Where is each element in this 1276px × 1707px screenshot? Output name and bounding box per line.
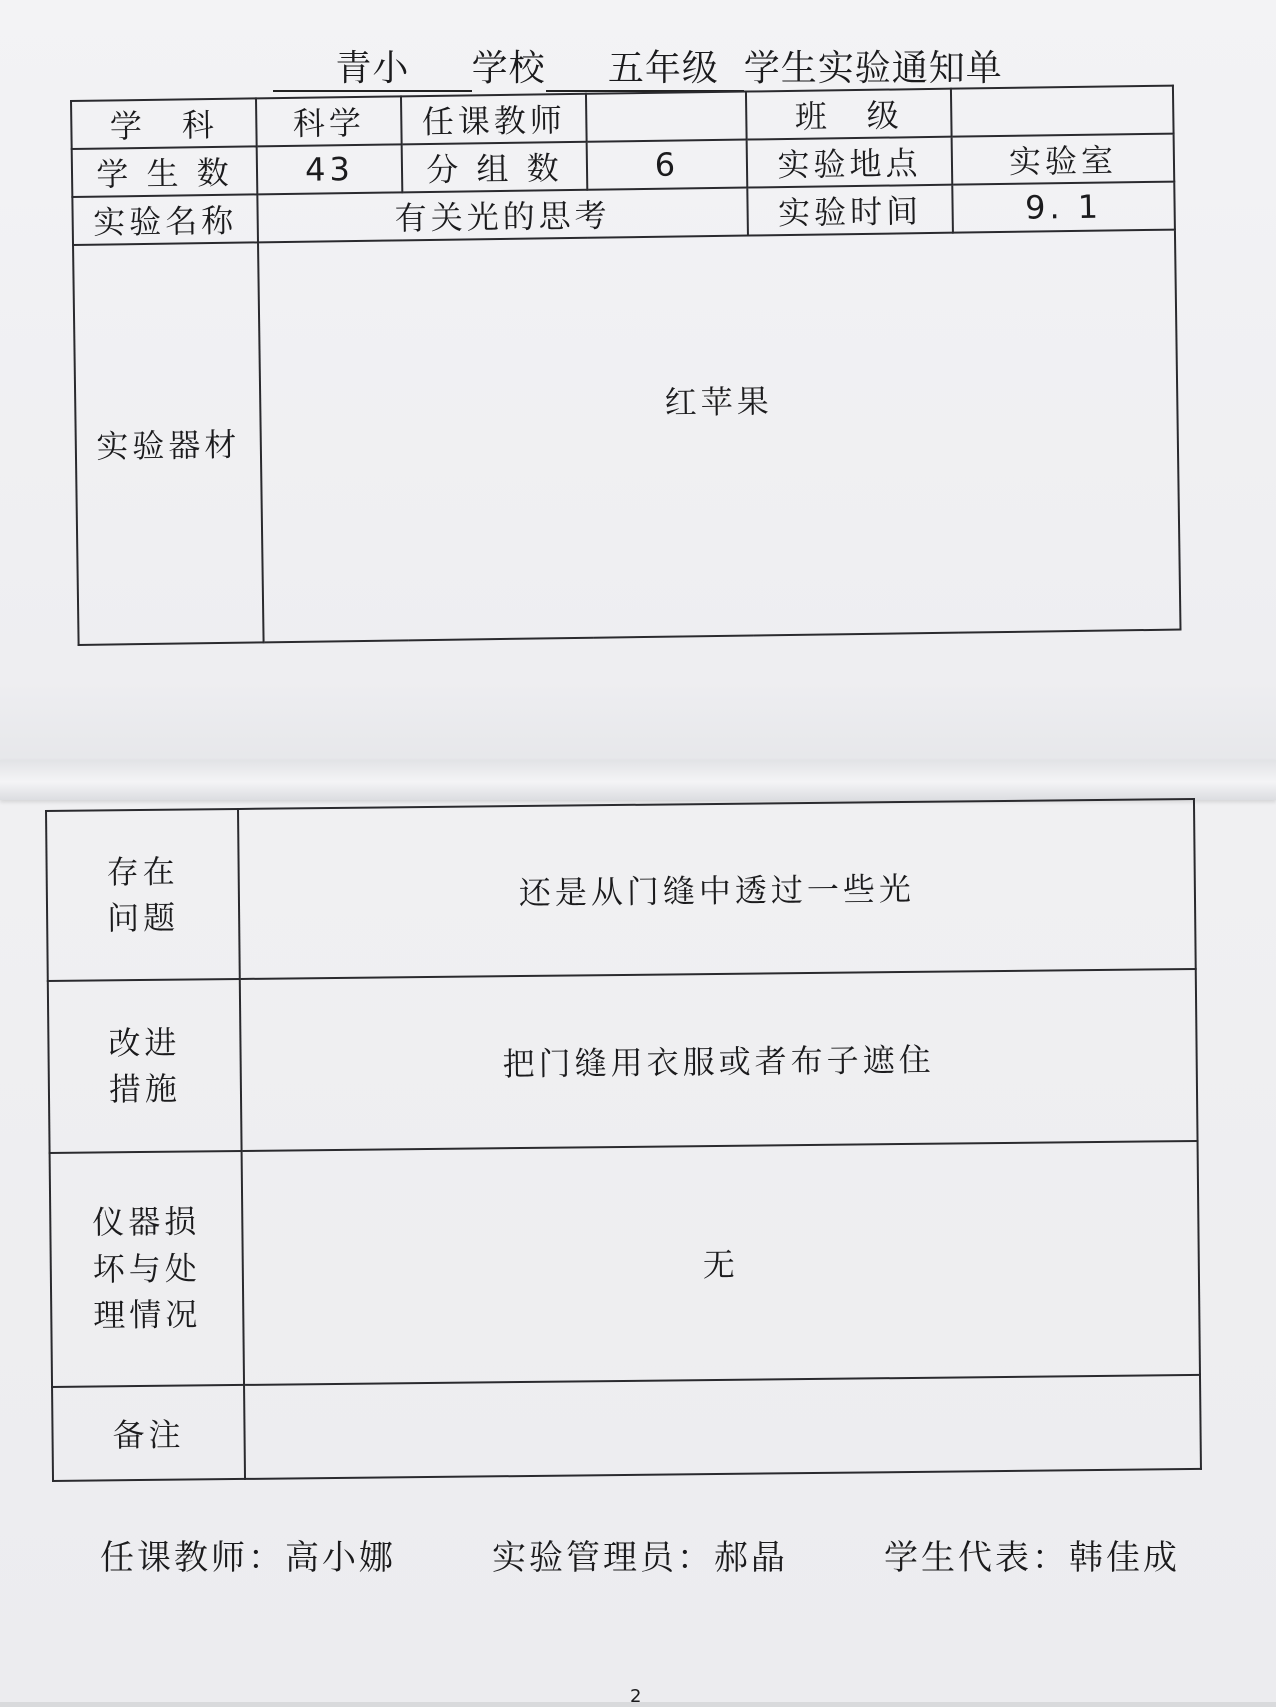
teacher-value (586, 92, 747, 142)
admin-signature: 实验管理员：郝晶 (492, 1538, 788, 1578)
damage-value: 无 (242, 1141, 1200, 1385)
experiment-time-label: 实验时间 (747, 185, 953, 236)
teacher-signature: 任课教师：高小娜 (100, 1538, 396, 1578)
student-rep-signature: 学生代表：韩佳成 (884, 1538, 1180, 1578)
class-label: 班 级 (746, 89, 952, 140)
paper-fold (0, 760, 1276, 800)
groups-value: 6 (587, 140, 748, 190)
experiment-followup-table (45, 798, 1202, 1482)
equipment-value: 红苹果 (258, 230, 1180, 643)
experiment-name-label: 实验名称 (72, 194, 258, 245)
equipment-label: 实验器材 (73, 242, 264, 645)
school-suffix: 学校 (471, 48, 546, 89)
remark-label: 备注 (52, 1385, 245, 1481)
subject-value: 科学 (256, 96, 402, 146)
students-label: 学 生 数 (72, 146, 258, 197)
signature-line (100, 1530, 1180, 1579)
doc-name: 学生实验通知单 (743, 48, 1003, 89)
damage-label: 仪器损 坏与处 理情况 (50, 1151, 244, 1387)
improvement-value: 把门缝用衣服或者布子遮住 (240, 969, 1198, 1151)
remark-value (244, 1375, 1201, 1479)
experiment-name-value: 有关光的思考 (257, 188, 748, 243)
location-label: 实验地点 (747, 137, 953, 188)
document-title (0, 40, 1276, 92)
subject-label: 学 科 (71, 98, 257, 149)
experiment-time-value: 9. 1 (952, 182, 1175, 233)
location-value: 实验室 (952, 134, 1175, 185)
problem-label: 存在 问题 (46, 809, 240, 981)
improvement-label: 改进 措施 (48, 979, 242, 1153)
problem-value: 还是从门缝中透过一些光 (238, 799, 1196, 979)
groups-label: 分 组 数 (402, 142, 588, 193)
page-number: 2 (630, 1686, 642, 1707)
school-prefix-blank: 青小 (273, 47, 471, 92)
students-value: 43 (257, 144, 403, 194)
experiment-info-table (70, 85, 1182, 646)
teacher-label: 任课教师 (401, 94, 587, 145)
class-value (951, 86, 1174, 137)
grade-blank: 五年级 (546, 47, 744, 92)
